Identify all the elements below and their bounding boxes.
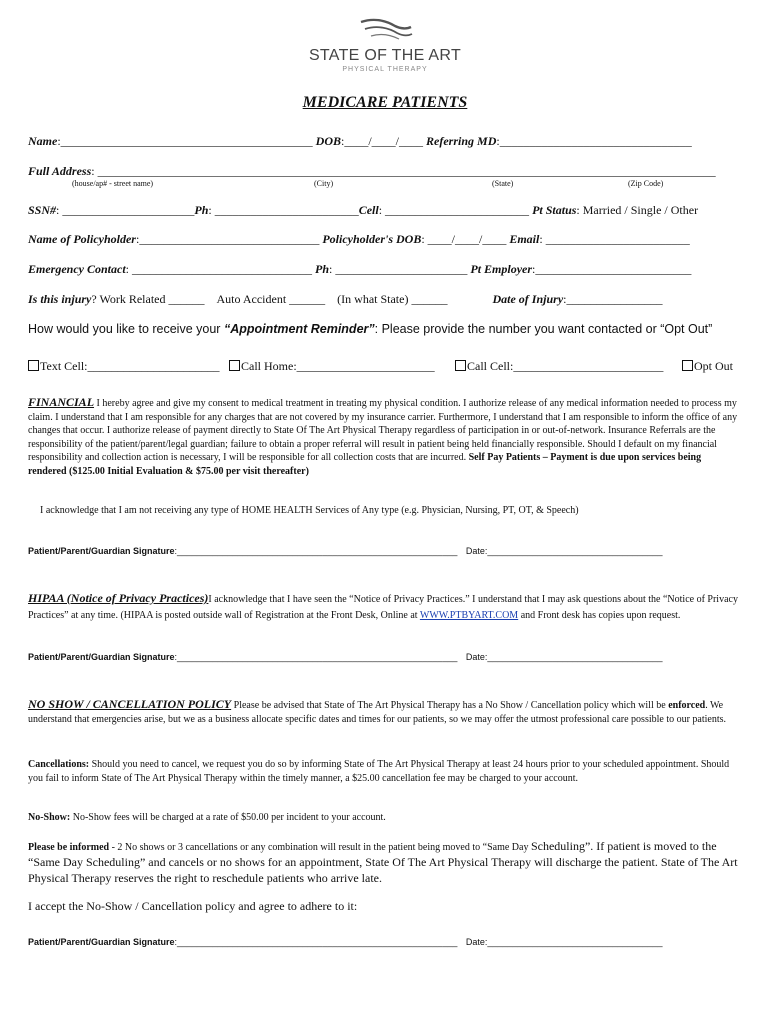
noshow-heading: NO SHOW / CANCELLATION POLICY <box>28 697 232 711</box>
policyholder-dob-label: Policyholder's DOB <box>322 232 422 246</box>
cell-label: Cell <box>358 203 379 217</box>
signature-date-field[interactable]: Date:___________________________________ <box>465 652 663 662</box>
pt-status-label: Pt Status <box>532 203 577 217</box>
emergency-phone-label: Ph <box>315 262 330 276</box>
noshow-fee-body: No-Show fees will be charged at a rate of $50.00 per incident to your account. <box>70 812 386 823</box>
noshow-enforced: enforced <box>668 700 706 711</box>
inform-body-end: Scheduling”. If patient is moved to the “Same Day Scheduling” and cancels or no shows for an appointment, State Of The Art Physical Therapy will discharge the patient. State of The Art Physical Therapy reserves the right to reschedule patients who arrive late. <box>28 839 738 885</box>
text-cell-checkbox[interactable] <box>28 360 39 371</box>
inform-label: Please be informed <box>28 842 110 853</box>
signature-field[interactable]: :________________________________________________________ <box>174 652 458 662</box>
injury-date-label: Date of Injury <box>492 292 564 306</box>
employer-field[interactable]: :__________________________ <box>532 262 692 276</box>
hipaa-body-start: I acknowledge that I have seen the “Notice of Privacy Practices.” I understand that I may ask questions about the “Notice of Privacy Practices” at any time. (HIPAA is posted outside wall of Registration at the Front Desk, Online at <box>28 594 738 621</box>
signature-date-field[interactable]: Date:___________________________________ <box>465 546 663 556</box>
noshow-fee-label: No-Show: <box>28 812 71 823</box>
pt-status-options[interactable]: : Married / Single / Other <box>576 203 699 217</box>
phone-label: Ph <box>194 203 209 217</box>
logo-swoosh-icon <box>355 16 415 42</box>
cancellations-body: Should you need to cancel, we request you do so by informing State of The Art Physical Therapy at least 24 hours prior to your scheduled appointment. Should you fail to inform State of The Art Physical Therapy within the timely manner, a $25.00 cancellation fee may be charged to your account. <box>28 759 730 784</box>
signature-field[interactable]: :________________________________________________________ <box>174 937 458 947</box>
website-link[interactable]: WWW.PTBYART.COM <box>419 609 519 621</box>
hint-state: (State) <box>492 179 514 188</box>
reminder-suffix: : Please provide the number you want contacted or “Opt Out” <box>374 322 713 336</box>
call-cell-label: Call Cell:_________________________ <box>467 359 664 373</box>
row-ssn <box>28 203 698 218</box>
work-related-field[interactable]: ? Work Related ______ <box>91 292 205 306</box>
signature-label: Patient/Parent/Guardian Signature <box>28 652 175 662</box>
inform-paragraph <box>28 839 740 887</box>
policyholder-label: Name of Policyholder <box>28 232 136 246</box>
row-name <box>28 134 692 149</box>
name-label: Name <box>28 134 58 148</box>
signature-row-noshow <box>28 937 663 947</box>
phone-field[interactable]: : ________________________ <box>208 203 359 217</box>
name-field[interactable]: :__________________________________________ <box>57 134 313 148</box>
financial-paragraph <box>28 396 740 478</box>
row-address <box>28 164 716 179</box>
row-emergency <box>28 262 691 277</box>
hint-zip: (Zip Code) <box>628 179 664 188</box>
auto-accident-field[interactable]: Auto Accident ______ <box>216 292 326 306</box>
call-cell-checkbox[interactable] <box>455 360 466 371</box>
address-field[interactable]: : _______________________________________________________________________________________________________ <box>91 164 716 178</box>
email-label: Email <box>509 232 540 246</box>
signature-label: Patient/Parent/Guardian Signature <box>28 546 175 556</box>
opt-out-checkbox[interactable] <box>682 360 693 371</box>
noshow-paragraph <box>28 698 740 726</box>
call-home-label: Call Home:_______________________ <box>241 359 435 373</box>
cancellations-paragraph <box>28 758 740 785</box>
option-text-cell[interactable] <box>28 359 219 374</box>
inform-body-start: - 2 No shows or 3 cancellations or any combination will result in the patient being moved to “Same Day <box>109 842 531 853</box>
noshow-fee-paragraph <box>28 811 740 825</box>
option-call-cell[interactable] <box>455 359 663 374</box>
noshow-body-end: . We understand that emergencies arise, but we as a business allocate specific dates and times for our patients, so we may offer the utmost professional care possible to our patients. <box>28 700 727 725</box>
option-opt-out[interactable] <box>682 359 733 374</box>
emergency-phone-field[interactable]: : ______________________ <box>329 262 468 276</box>
referring-md-label: Referring MD <box>426 134 497 148</box>
dob-field[interactable]: :____/____/____ <box>341 134 424 148</box>
injury-date-field[interactable]: :________________ <box>563 292 663 306</box>
hint-city: (City) <box>314 179 334 188</box>
financial-selfpay: Self Pay Patients – Payment is due upon services being rendered ($125.00 Initial Evaluation & $75.00 per visit thereafter) <box>28 452 702 477</box>
hipaa-paragraph <box>28 591 740 623</box>
logo-name: STATE OF THE ART <box>308 47 462 64</box>
address-label: Full Address <box>28 164 92 178</box>
signature-label: Patient/Parent/Guardian Signature <box>28 937 175 947</box>
option-call-home[interactable] <box>229 359 435 374</box>
reminder-question <box>28 322 712 336</box>
signature-date-field[interactable]: Date:___________________________________ <box>465 937 663 947</box>
call-home-checkbox[interactable] <box>229 360 240 371</box>
opt-out-label: Opt Out <box>694 359 733 373</box>
policyholder-dob-field[interactable]: : ____/____/____ <box>421 232 507 246</box>
noshow-body-start: Please be advised that State of The Art Physical Therapy has a No Show / Cancellation policy which will be <box>231 700 669 711</box>
state-field[interactable]: (In what State) ______ <box>337 292 448 306</box>
reminder-emphasis: “Appointment Reminder” <box>223 322 375 336</box>
signature-row-hipaa <box>28 652 663 662</box>
row-policyholder <box>28 232 690 247</box>
cancellations-label: Cancellations: <box>28 759 90 770</box>
dob-label: DOB <box>315 134 342 148</box>
home-health-ack: I acknowledge that I am not receiving any type of HOME HEALTH Services of Any type (e.g. Physician, Nursing, PT, OT, & Speech) <box>40 505 579 516</box>
signature-row-financial <box>28 546 663 556</box>
text-cell-label: Text Cell:______________________ <box>40 359 220 373</box>
financial-heading: FINANCIAL <box>28 395 95 409</box>
cell-field[interactable]: : ________________________ <box>378 203 530 217</box>
signature-field[interactable]: :________________________________________________________ <box>174 546 458 556</box>
financial-body: I hereby agree and give my consent to medical treatment in treating my physical condition. I authorize release of any medical information needed to process my claim. I understand that I am responsible for any charges that are not covered by my insurance carrier. Furthermore, I understand that I am responsible to inform the office of any changes that occur. I authorize release of payment directly to State Of The Art Physical Therapy regardless of participation in or out-of-network. Insurance Referrals are the responsibility of the patient/parent/legal guardian; failure to obtain a proper referral will result in patient being held financially responsible. Should I default on my financial responsibility and collection action is necessary, I will be responsible for all collection costs that are incurred. <box>28 398 738 463</box>
injury-label: Is this injury <box>28 292 92 306</box>
accept-statement: I accept the No-Show / Cancellation policy and agree to adhere to it: <box>28 899 358 913</box>
emergency-contact-field[interactable]: : ______________________________ <box>125 262 313 276</box>
employer-label: Pt Employer <box>470 262 533 276</box>
ssn-label: SSN# <box>28 203 57 217</box>
hipaa-body-end: and Front desk has copies upon request. <box>518 609 681 621</box>
policyholder-field[interactable]: :______________________________ <box>135 232 320 246</box>
logo <box>0 16 770 73</box>
ssn-field[interactable]: : ______________________ <box>56 203 195 217</box>
referring-md-field[interactable]: :________________________________ <box>496 134 692 148</box>
hipaa-heading: HIPAA (Notice of Privacy Practices) <box>28 591 209 605</box>
reminder-prefix: How would you like to receive your <box>28 322 224 336</box>
emergency-contact-label: Emergency Contact <box>28 262 126 276</box>
form-title: MEDICARE PATIENTS <box>302 94 468 111</box>
row-injury <box>28 292 662 307</box>
logo-subtitle: PHYSICAL THERAPY <box>342 66 428 73</box>
email-field[interactable]: : ________________________ <box>539 232 690 246</box>
hint-house: (house/ap# - street name) <box>72 179 154 188</box>
